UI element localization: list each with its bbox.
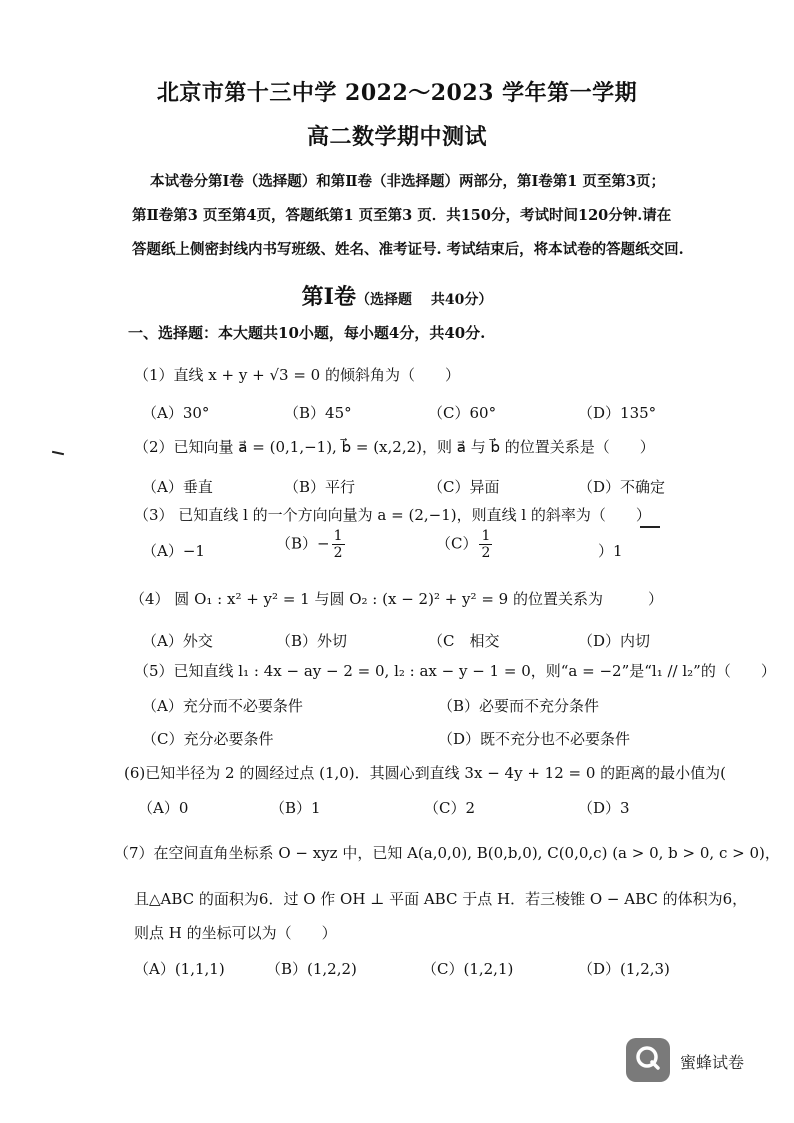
q6-option-a: （A）0 — [138, 799, 189, 817]
q6-stem: (6)已知半径为 2 的圆经过点 (1,0)．其圆心到直线 3x − 4y + 12 = 0 的距离的最小值为( — [124, 764, 727, 782]
q1-option-d: （D）135° — [578, 404, 657, 422]
q7-option-a: （A）(1,1,1) — [134, 960, 225, 978]
q3-option-b — [276, 528, 345, 561]
q2-option-b: （B）平行 — [284, 478, 356, 496]
exam-title: 北京市第十三中学 2022～2023 学年第一学期 — [156, 80, 638, 106]
q5-option-d: （D）既不充分也不必要条件 — [438, 730, 631, 748]
q3-option-c-fraction — [479, 528, 492, 561]
q3-option-d: ）1 — [598, 542, 623, 560]
q3-option-c — [436, 528, 492, 561]
q3-stem: （3） 已知直线 l 的一个方向向量为 a = (2,−1)，则直线 l 的斜率为（ ） — [134, 506, 651, 524]
q1-option-b: （B）45° — [284, 404, 352, 422]
fraction-numerator: 1 — [333, 528, 343, 544]
q2-option-a: （A）垂直 — [142, 478, 213, 496]
q7-option-b: （B）(1,2,2) — [266, 960, 357, 978]
scan-mark — [640, 526, 660, 528]
q2-stem: （2）已知向量 a⃗ = (0,1,−1), b⃗ = (x,2,2)，则 a⃗ 与 b⃗ 的位置关系是（ ） — [134, 438, 655, 456]
q7-option-d: （D）(1,2,3) — [578, 960, 670, 978]
q3-option-a: （A）−1 — [142, 542, 205, 560]
part-heading: 一、选择题：本大题共10小题，每小题4分，共40分. — [128, 324, 486, 342]
q2-option-c: （C）异面 — [428, 478, 500, 496]
q4-option-c: （C 相交 — [428, 632, 500, 650]
q4-stem: （4） 圆 O₁ : x² + y² = 1 与圆 O₂ : (x − 2)² + y² = 9 的位置关系为 ） — [130, 590, 663, 608]
fraction-denominator: 2 — [481, 545, 491, 561]
scan-mark — [52, 451, 64, 455]
q3-option-c-prefix: （C） — [436, 534, 478, 553]
fraction-numerator: 1 — [481, 528, 491, 544]
q7-line-1: （7）在空间直角坐标系 O − xyz 中，已知 A(a,0,0), B(0,b,0), C(0,0,c) (a > 0, b > 0, c > 0)， — [114, 844, 780, 862]
q4-option-a: （A）外交 — [142, 632, 213, 650]
fraction-denominator: 2 — [333, 545, 343, 561]
section-note: （选择题 共40分） — [355, 292, 493, 308]
intro-line-3: 答题纸上侧密封线内书写班级、姓名、准考证号. 考试结束后，将本试卷的答题纸交回. — [132, 241, 684, 258]
q7-option-c: （C）(1,2,1) — [422, 960, 514, 978]
q6-option-c: （C）2 — [424, 799, 476, 817]
q3-option-b-prefix: （B）− — [276, 534, 330, 553]
q7-line-2: 且△ABC 的面积为6．过 O 作 OH ⊥ 平面 ABC 于点 H．若三棱锥 O − ABC 的体积为6， — [134, 890, 748, 908]
q1-stem: （1）直线 x + y + √3 = 0 的倾斜角为（ ） — [134, 366, 460, 384]
q3-option-b-fraction — [332, 528, 345, 561]
exam-subtitle: 高二数学期中测试 — [306, 124, 487, 150]
q6-option-b: （B）1 — [270, 799, 321, 817]
q6-option-d: （D）3 — [578, 799, 630, 817]
q1-option-a: （A）30° — [142, 404, 210, 422]
q5-option-b: （B）必要而不充分条件 — [438, 697, 600, 715]
search-q-icon — [633, 1043, 663, 1077]
q2-option-d: （D）不确定 — [578, 478, 666, 496]
q4-option-b: （B）外切 — [276, 632, 348, 650]
q5-option-a: （A）充分而不必要条件 — [142, 697, 303, 715]
section-title: 第Ⅰ卷 — [301, 284, 356, 310]
intro-line-2: 第Ⅱ卷第3 页至第4页，答题纸第1 页至第3 页．共150分，考试时间120分钟.请在 — [132, 207, 672, 224]
q7-line-3: 则点 H 的坐标可以为（ ） — [134, 924, 337, 942]
intro-line-1: 本试卷分第Ⅰ卷（选择题）和第Ⅱ卷（非选择题）两部分，第Ⅰ卷第1 页至第3页； — [150, 173, 666, 190]
q5-stem: （5）已知直线 l₁ : 4x − ay − 2 = 0, l₂ : ax − y − 1 = 0，则“a = −2”是“l₁ // l₂”的（ ） — [134, 662, 776, 680]
q1-option-c: （C）60° — [428, 404, 497, 422]
section-heading — [0, 280, 794, 311]
q5-option-c: （C）充分必要条件 — [142, 730, 274, 748]
watermark-text: 蜜蜂试卷 — [680, 1053, 745, 1072]
watermark-logo — [626, 1038, 670, 1082]
q4-option-d: （D）内切 — [578, 632, 651, 650]
